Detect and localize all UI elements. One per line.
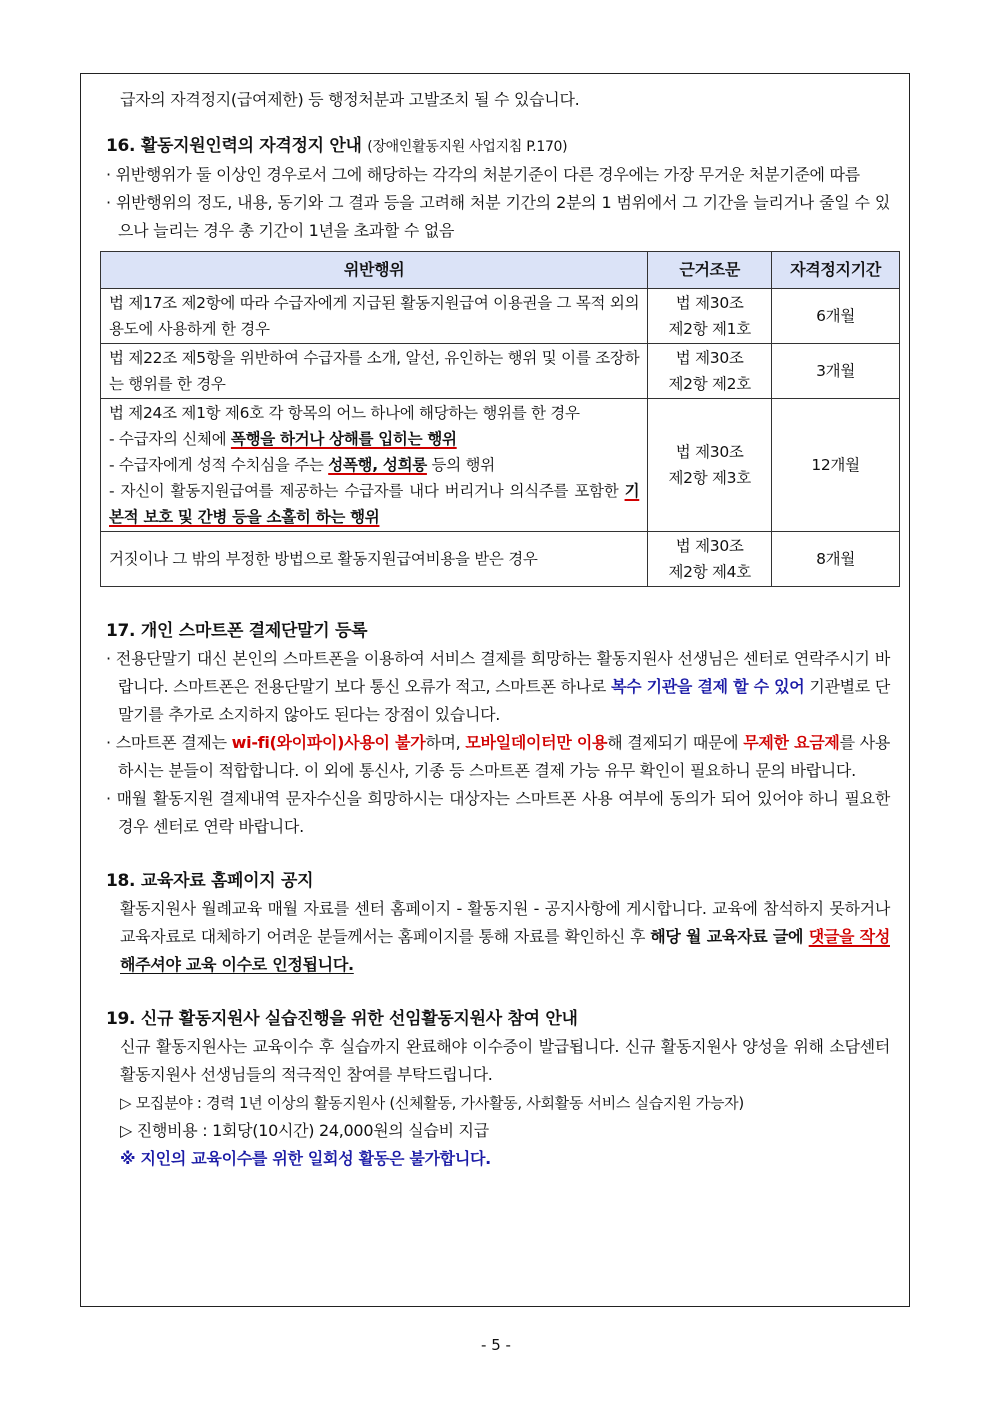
section-16-bullet-1: · 위반행위가 둘 이상인 경우로서 그에 해당하는 각각의 처분기준이 다른 경우에는 가장 무거운 처분기준에 따름 <box>106 165 860 184</box>
section-19-item-1: ▷ 모집분야 : 경력 1년 이상의 활동지원사 (신체활동, 가사활동, 사회활동 서비스 실습지원 가능자) <box>120 1094 744 1112</box>
section-17-bullet-2: · 스마트폰 결제는 wi-fi(와이파이)사용이 불가하며, 모바일데이터만 이용해 결제되기 때문에 무제한 요금제를 사용하시는 분들이 적합합니다. 이 외에 통신사, 기종 등 스마트폰 결제 가능 유무 확인이 필요하니 문의 바랍니다. <box>106 733 890 780</box>
suspension-table <box>100 251 900 587</box>
violation-cell: 거짓이나 그 밖의 부정한 방법으로 활동지원급여비용을 받은 경우 <box>101 532 648 587</box>
red-emphasis: 댓글을 작성 <box>808 927 890 946</box>
table-row <box>101 344 900 399</box>
section-17-bullet-1: · 전용단말기 대신 본인의 스마트폰을 이용하여 서비스 결제를 희망하는 활동지원사 선생님은 센터로 연락주시기 바랍니다. 스마트폰은 전용단말기 보다 통신 오류가 적고, 스마트폰 하나로 복수 기관을 결제 할 수 있어 기관별로 단말기를 추가로 소지하지 않아도 된다는 장점이 있습니다. <box>106 649 890 724</box>
table-row <box>101 399 900 532</box>
header-period: 자격정지기간 <box>772 252 900 289</box>
section-18-paragraph: 활동지원사 월례교육 매월 자료를 센터 홈페이지 - 활동지원 - 공지사항에 게시합니다. 교육에 참석하지 못하거나 교육자료로 대체하기 어려운 분들께서는 홈페이지를 통해 자료를 확인하신 후 해당 월 교육자료 글에 댓글을 작성해주셔야 교육 이수로 인정됩니다. <box>120 899 890 974</box>
law-cell: 법 제30조 제2항 제2호 <box>648 344 772 399</box>
section-19-item-2: ▷ 진행비용 : 1회당(10시간) 24,000원의 실습비 지급 <box>120 1121 489 1140</box>
period-cell: 8개월 <box>772 532 900 587</box>
section-16-heading: 16. 활동지원인력의 자격정지 안내 <box>106 136 362 156</box>
page-content <box>100 86 890 1173</box>
section-19-note: ※ 지인의 교육이수를 위한 일회성 활동은 불가합니다. <box>120 1149 491 1168</box>
period-cell: 6개월 <box>772 289 900 344</box>
law-cell: 법 제30조 제2항 제3호 <box>648 399 772 532</box>
blue-emphasis: 복수 기관을 결제 할 수 있어 <box>610 677 805 696</box>
period-cell: 12개월 <box>772 399 900 532</box>
violation-cell: 법 제22조 제5항을 위반하여 수급자를 소개, 알선, 유인하는 행위 및 이를 조장하는 행위를 한 경우 <box>101 344 648 399</box>
header-violation: 위반행위 <box>101 252 648 289</box>
intro-line: 급자의 자격정지(급여제한) 등 행정처분과 고발조치 될 수 있습니다. <box>120 90 580 109</box>
violation-item-2: - 수급자에게 성적 수치심을 주는 성폭행, 성희롱 등의 행위 <box>109 456 495 474</box>
emphasis-text: 성폭행, 성희롱 <box>328 456 427 474</box>
violation-item-1: - 수급자의 신체에 폭행을 하거나 상해를 입히는 행위 <box>109 430 457 448</box>
section-16-title <box>100 132 890 161</box>
red-emphasis: 무제한 요금제 <box>743 733 840 752</box>
emphasis-text: 기본적 보호 및 간병 등을 소홀히 하는 행위 <box>109 482 640 526</box>
violation-cell <box>101 399 648 532</box>
section-18-title: 18. 교육자료 홈페이지 공지 <box>106 871 314 891</box>
violation-item-3: - 자신이 활동지원급여를 제공하는 수급자를 내다 버리거나 의식주를 포함한 기본적 보호 및 간병 등을 소홀히 하는 행위 <box>109 482 640 526</box>
section-16-subtitle: (장애인활동지원 사업지침 P.170) <box>367 139 568 155</box>
red-emphasis: 모바일데이터만 이용 <box>465 733 608 752</box>
emphasis-text: 폭행을 하거나 상해를 입히는 행위 <box>230 430 457 448</box>
section-19-paragraph: 신규 활동지원사는 교육이수 후 실습까지 완료해야 이수증이 발급됩니다. 신규 활동지원사 양성을 위해 소담센터 활동지원사 선생님들의 적극적인 참여를 부탁드립니다. <box>120 1037 890 1084</box>
table-row <box>101 532 900 587</box>
violation-intro: 법 제24조 제1항 제6호 각 항목의 어느 하나에 해당하는 행위를 한 경우 <box>109 404 580 422</box>
page-number: - 5 - <box>481 1336 511 1354</box>
section-19-title: 19. 신규 활동지원사 실습진행을 위한 선임활동지원사 참여 안내 <box>106 1009 578 1029</box>
table-row <box>101 289 900 344</box>
law-cell: 법 제30조 제2항 제1호 <box>648 289 772 344</box>
section-16-bullet-2: · 위반행위의 정도, 내용, 동기와 그 결과 등을 고려해 처분 기간의 2분의 1 범위에서 그 기간을 늘리거나 줄일 수 있으나 늘리는 경우 총 기간이 1년을 초과할 수 없음 <box>106 193 890 240</box>
section-17-title: 17. 개인 스마트폰 결제단말기 등록 <box>106 621 368 641</box>
table-header-row <box>101 252 900 289</box>
law-cell: 법 제30조 제2항 제4호 <box>648 532 772 587</box>
section-17-bullet-3: · 매월 활동지원 결제내역 문자수신을 희망하시는 대상자는 스마트폰 사용 여부에 동의가 되어 있어야 하니 필요한 경우 센터로 연락 바랍니다. <box>106 789 890 836</box>
period-cell: 3개월 <box>772 344 900 399</box>
red-emphasis: wi-fi(와이파이)사용이 불가 <box>231 733 426 752</box>
violation-cell: 법 제17조 제2항에 따라 수급자에게 지급된 활동지원급여 이용권을 그 목적 외의 용도에 사용하게 한 경우 <box>101 289 648 344</box>
header-law: 근거조문 <box>648 252 772 289</box>
